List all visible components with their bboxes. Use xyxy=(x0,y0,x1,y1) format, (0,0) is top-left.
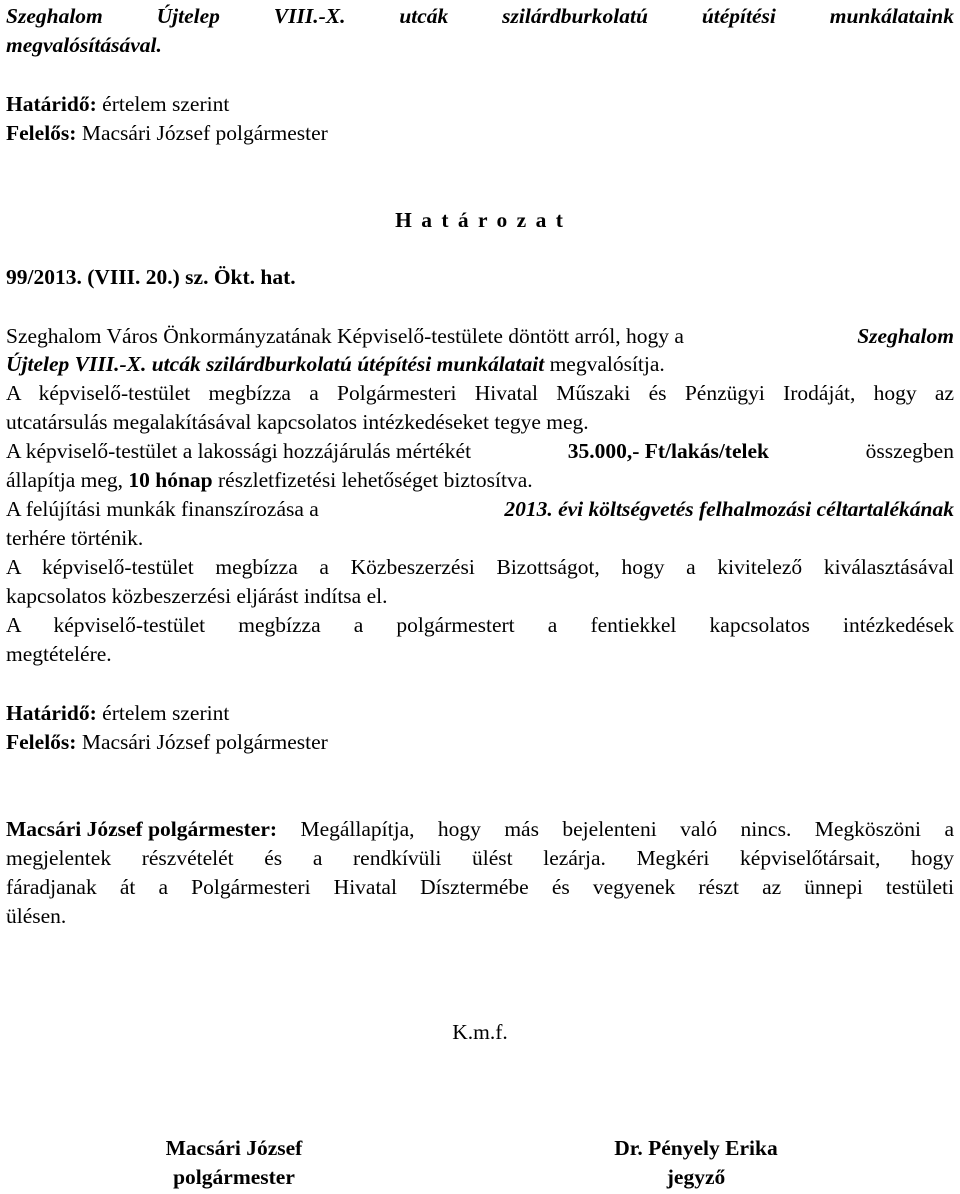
closing-line-1-text: Megállapítja, hogy más bejelenteni való nincs. Megköszöni a xyxy=(277,817,954,841)
resolution-p2-line1: A képviselő-testület megbízza a Polgármesteri Hivatal Műszaki és Pénzügyi Irodáját, hogy az xyxy=(6,381,954,405)
p1a-bold: Szeghalom xyxy=(857,324,954,348)
deadline-value: értelem szerint xyxy=(96,701,230,725)
resolution-p1-line2 xyxy=(6,350,954,379)
responsible-value: Macsári József polgármester xyxy=(76,121,328,145)
p4a-plain: A felújítási munkák finanszírozása a xyxy=(6,497,319,521)
resolution-p3-line2 xyxy=(6,466,954,495)
closing-line-4: ülésen. xyxy=(6,904,67,928)
p3a-end: összegben xyxy=(865,439,954,463)
deadline-label: Határidő: xyxy=(6,701,97,725)
resolution-p2-line2: utcatársulás megalakításával kapcsolatos intézkedéseket tegye meg. xyxy=(6,410,589,434)
resolution-p6-line1: A képviselő-testület megbízza a polgármestert a fentiekkel kapcsolatos intézkedések xyxy=(6,613,954,637)
p3b-plain: állapítja meg, xyxy=(6,468,124,492)
closing-line-2: megjelentek részvételét és a rendkívüli ülést lezárja. Megkéri képviselőtársait, hogy xyxy=(6,846,954,870)
responsible-label: Felelős: xyxy=(6,121,77,145)
resolution-p4-line1 xyxy=(6,495,954,524)
responsible-2 xyxy=(6,728,954,757)
signature-left-title: polgármester xyxy=(173,1164,295,1189)
signature-right-name: Dr. Pényely Erika xyxy=(614,1136,778,1160)
closing-line-3: fáradjanak át a Polgármesteri Hivatal Dísztermébe és vegyenek részt az ünnepi testületi xyxy=(6,875,954,899)
kmf: K.m.f. xyxy=(452,1020,508,1044)
resolution-p3-line1 xyxy=(6,437,954,466)
intro-line-2-text: megvalósításával. xyxy=(6,33,162,57)
resolution-heading: H a t á r o z a t xyxy=(395,208,565,232)
signature-right-title: jegyző xyxy=(666,1164,726,1189)
signature-right xyxy=(546,1134,846,1191)
responsible-1 xyxy=(6,119,954,148)
closing-speaker: Macsári József polgármester: xyxy=(6,817,278,841)
deadline-label: Határidő: xyxy=(6,92,97,116)
responsible-value: Macsári József polgármester xyxy=(76,730,328,754)
resolution-p5-line1: A képviselő-testület megbízza a Közbeszerzési Bizottságot, hogy a kivitelező kiválasztásával xyxy=(6,555,954,579)
p4a-bold: 2013. évi költségvetés felhalmozási céltartalékának xyxy=(504,497,954,521)
p3b-end: részletfizetési lehetőséget biztosítva. xyxy=(218,468,533,492)
closing-line-1 xyxy=(6,815,954,844)
resolution-p1-line1 xyxy=(6,322,954,351)
deadline-value: értelem szerint xyxy=(96,92,230,116)
signature-left xyxy=(84,1134,384,1191)
p1b-bold: Újtelep VIII.-X. utcák szilárdburkolatú útépítési munkálatait xyxy=(6,352,545,376)
p1a-plain: Szeghalom Város Önkormányzatának Képviselő-testülete döntött arról, hogy a xyxy=(6,324,684,348)
resolution-number: 99/2013. (VIII. 20.) sz. Ökt. hat. xyxy=(6,265,296,289)
intro-line-2 xyxy=(6,31,954,60)
intro-line-1: Szeghalom Újtelep VIII.-X. utcák szilárdburkolatú útépítési munkálataink xyxy=(6,4,954,28)
deadline-1 xyxy=(6,90,954,119)
p3a-bold: 35.000,- Ft/lakás/telek xyxy=(567,439,769,463)
signature-left-name: Macsári József xyxy=(165,1136,303,1160)
resolution-p5-line2: kapcsolatos közbeszerzési eljárást indítsa el. xyxy=(6,584,388,608)
p3b-bold: 10 hónap xyxy=(128,468,213,492)
p1b-plain: megvalósítja. xyxy=(544,352,665,376)
responsible-label: Felelős: xyxy=(6,730,77,754)
resolution-p4-line2: terhére történik. xyxy=(6,526,144,550)
resolution-p6-line2: megtételére. xyxy=(6,642,112,666)
p3a-plain: A képviselő-testület a lakossági hozzájárulás mértékét xyxy=(6,439,472,463)
deadline-2 xyxy=(6,699,954,728)
